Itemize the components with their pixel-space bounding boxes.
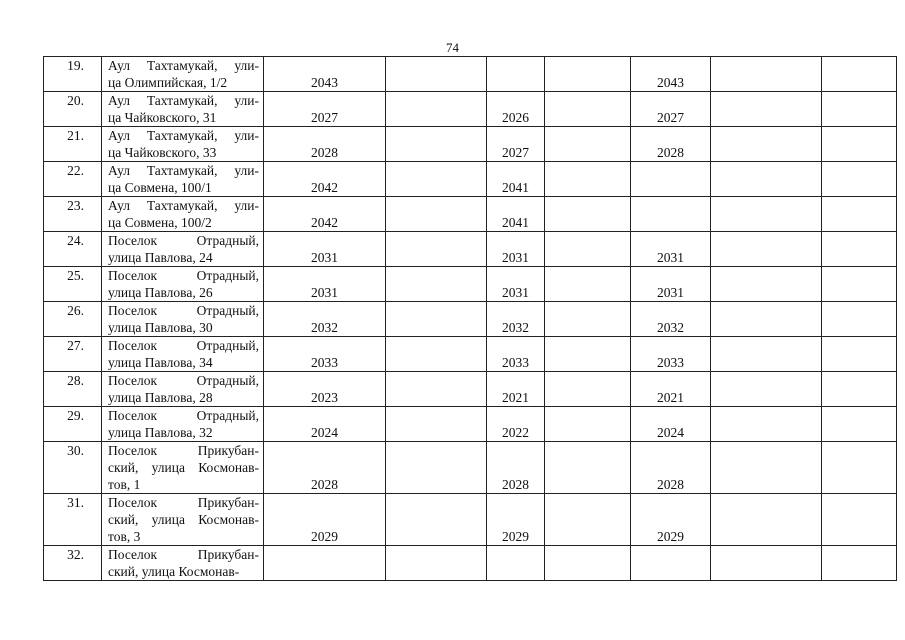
year-cell-c7: [822, 197, 897, 232]
address-cell: [102, 494, 264, 546]
row-number: 28.: [44, 372, 102, 407]
row-number: 19.: [44, 57, 102, 92]
year-cell-c2: [386, 92, 487, 127]
year-cell-c6: [711, 494, 822, 546]
address-line: ский, улица Космонав-: [108, 460, 259, 475]
year-cell-c3: 2027: [487, 127, 545, 162]
year-cell-c1: 2033: [264, 337, 386, 372]
address-cell: [102, 162, 264, 197]
year-cell-c7: [822, 127, 897, 162]
year-cell-c3: 2032: [487, 302, 545, 337]
row-number: 29.: [44, 407, 102, 442]
address-line: Аул Тахтамукай, ули-: [108, 58, 259, 73]
address-cell: [102, 302, 264, 337]
table-row: [44, 162, 897, 197]
address-cell: [102, 127, 264, 162]
table-body: [44, 57, 897, 581]
year-cell-c6: [711, 232, 822, 267]
year-cell-c3: 2031: [487, 232, 545, 267]
year-cell-c5: 2028: [631, 127, 711, 162]
address-cell: [102, 267, 264, 302]
address-line: улица Павлова, 30: [108, 320, 213, 335]
year-cell-c3: 2041: [487, 197, 545, 232]
address-line: улица Павлова, 24: [108, 250, 213, 265]
row-number: 26.: [44, 302, 102, 337]
year-cell-c4: [545, 267, 631, 302]
year-cell-c7: [822, 372, 897, 407]
year-cell-c2: [386, 197, 487, 232]
address-line: Поселок Отрадный,: [108, 408, 259, 423]
year-cell-c5: [631, 162, 711, 197]
year-cell-c2: [386, 337, 487, 372]
year-cell-c4: [545, 407, 631, 442]
address-line: Аул Тахтамукай, ули-: [108, 93, 259, 108]
address-line: Аул Тахтамукай, ули-: [108, 198, 259, 213]
address-line: улица Павлова, 34: [108, 355, 213, 370]
year-cell-c1: 2031: [264, 232, 386, 267]
year-cell-c3: 2022: [487, 407, 545, 442]
year-cell-c1: 2043: [264, 57, 386, 92]
year-cell-c6: [711, 372, 822, 407]
table-row: [44, 267, 897, 302]
row-number: 21.: [44, 127, 102, 162]
year-cell-c6: [711, 546, 822, 581]
year-cell-c7: [822, 92, 897, 127]
address-line: улица Павлова, 32: [108, 425, 213, 440]
address-line: Поселок Отрадный,: [108, 303, 259, 318]
address-cell: [102, 57, 264, 92]
address-line: Поселок Отрадный,: [108, 338, 259, 353]
address-line: Поселок Прикубан-: [108, 443, 259, 458]
year-cell-c4: [545, 232, 631, 267]
year-cell-c2: [386, 372, 487, 407]
table-row: [44, 546, 897, 581]
table-row: [44, 57, 897, 92]
year-cell-c4: [545, 442, 631, 494]
row-number: 20.: [44, 92, 102, 127]
year-cell-c6: [711, 127, 822, 162]
year-cell-c1: [264, 546, 386, 581]
year-cell-c4: [545, 92, 631, 127]
address-cell: [102, 546, 264, 581]
year-cell-c4: [545, 57, 631, 92]
year-cell-c1: 2031: [264, 267, 386, 302]
year-cell-c5: [631, 197, 711, 232]
address-line: Поселок Прикубан-: [108, 495, 259, 510]
address-line: тов, 3: [108, 529, 141, 544]
row-number: 31.: [44, 494, 102, 546]
year-cell-c1: 2032: [264, 302, 386, 337]
year-cell-c2: [386, 494, 487, 546]
year-cell-c5: 2033: [631, 337, 711, 372]
year-cell-c2: [386, 302, 487, 337]
year-cell-c7: [822, 546, 897, 581]
year-cell-c3: [487, 546, 545, 581]
year-cell-c2: [386, 162, 487, 197]
year-cell-c3: 2029: [487, 494, 545, 546]
row-number: 27.: [44, 337, 102, 372]
year-cell-c1: 2027: [264, 92, 386, 127]
year-cell-c1: 2029: [264, 494, 386, 546]
year-cell-c1: 2023: [264, 372, 386, 407]
row-number: 32.: [44, 546, 102, 581]
address-line: Поселок Отрадный,: [108, 373, 259, 388]
table-row: [44, 337, 897, 372]
row-number: 23.: [44, 197, 102, 232]
year-cell-c2: [386, 267, 487, 302]
address-cell: [102, 92, 264, 127]
table-row: [44, 302, 897, 337]
row-number: 22.: [44, 162, 102, 197]
year-cell-c4: [545, 546, 631, 581]
table-row: [44, 372, 897, 407]
year-cell-c2: [386, 232, 487, 267]
address-line: ца Чайковского, 33: [108, 145, 217, 160]
table-row: [44, 494, 897, 546]
year-cell-c6: [711, 162, 822, 197]
year-cell-c3: 2026: [487, 92, 545, 127]
year-cell-c7: [822, 302, 897, 337]
address-line: Аул Тахтамукай, ули-: [108, 163, 259, 178]
year-cell-c6: [711, 197, 822, 232]
year-cell-c1: 2042: [264, 197, 386, 232]
address-cell: [102, 337, 264, 372]
row-number: 24.: [44, 232, 102, 267]
year-cell-c4: [545, 302, 631, 337]
address-line: ца Совмена, 100/2: [108, 215, 212, 230]
row-number: 30.: [44, 442, 102, 494]
year-cell-c6: [711, 57, 822, 92]
year-cell-c4: [545, 162, 631, 197]
year-cell-c7: [822, 494, 897, 546]
year-cell-c1: 2042: [264, 162, 386, 197]
address-line: ца Чайковского, 31: [108, 110, 217, 125]
year-cell-c7: [822, 267, 897, 302]
year-cell-c5: 2027: [631, 92, 711, 127]
table-row: [44, 442, 897, 494]
table-row: [44, 197, 897, 232]
address-line: ский, улица Космонав-: [108, 512, 259, 527]
year-cell-c7: [822, 442, 897, 494]
year-cell-c4: [545, 494, 631, 546]
year-cell-c2: [386, 442, 487, 494]
row-number: 25.: [44, 267, 102, 302]
table-row: [44, 92, 897, 127]
address-line: улица Павлова, 28: [108, 390, 213, 405]
year-cell-c7: [822, 57, 897, 92]
address-line: Поселок Отрадный,: [108, 233, 259, 248]
year-cell-c4: [545, 337, 631, 372]
year-cell-c5: 2031: [631, 232, 711, 267]
year-cell-c1: 2024: [264, 407, 386, 442]
year-cell-c2: [386, 57, 487, 92]
year-cell-c5: 2031: [631, 267, 711, 302]
page-number: 74: [446, 40, 459, 55]
year-cell-c3: [487, 57, 545, 92]
year-cell-c7: [822, 232, 897, 267]
year-cell-c5: [631, 546, 711, 581]
year-cell-c3: 2028: [487, 442, 545, 494]
table-row: [44, 407, 897, 442]
year-cell-c3: 2033: [487, 337, 545, 372]
year-cell-c3: 2021: [487, 372, 545, 407]
year-cell-c2: [386, 407, 487, 442]
year-cell-c1: 2028: [264, 127, 386, 162]
year-cell-c5: 2032: [631, 302, 711, 337]
address-cell: [102, 197, 264, 232]
year-cell-c5: 2029: [631, 494, 711, 546]
address-line: ца Совмена, 100/1: [108, 180, 212, 195]
address-cell: [102, 442, 264, 494]
year-cell-c4: [545, 372, 631, 407]
schedule-table: [43, 56, 897, 581]
table-row: [44, 232, 897, 267]
address-line: Поселок Прикубан-: [108, 547, 259, 562]
year-cell-c2: [386, 127, 487, 162]
year-cell-c3: 2041: [487, 162, 545, 197]
year-cell-c6: [711, 442, 822, 494]
year-cell-c7: [822, 407, 897, 442]
address-line: ца Олимпийская, 1/2: [108, 75, 228, 90]
year-cell-c5: 2024: [631, 407, 711, 442]
address-line: тов, 1: [108, 477, 141, 492]
address-cell: [102, 232, 264, 267]
address-line: ский, улица Космонав-: [108, 564, 240, 579]
year-cell-c5: 2028: [631, 442, 711, 494]
year-cell-c6: [711, 92, 822, 127]
year-cell-c6: [711, 302, 822, 337]
year-cell-c6: [711, 267, 822, 302]
address-cell: [102, 407, 264, 442]
year-cell-c5: 2043: [631, 57, 711, 92]
year-cell-c5: 2021: [631, 372, 711, 407]
address-line: Аул Тахтамукай, ули-: [108, 128, 259, 143]
year-cell-c7: [822, 337, 897, 372]
address-cell: [102, 372, 264, 407]
address-line: улица Павлова, 26: [108, 285, 213, 300]
table-row: [44, 127, 897, 162]
year-cell-c3: 2031: [487, 267, 545, 302]
year-cell-c4: [545, 197, 631, 232]
year-cell-c1: 2028: [264, 442, 386, 494]
year-cell-c6: [711, 337, 822, 372]
year-cell-c4: [545, 127, 631, 162]
year-cell-c6: [711, 407, 822, 442]
year-cell-c2: [386, 546, 487, 581]
year-cell-c7: [822, 162, 897, 197]
address-line: Поселок Отрадный,: [108, 268, 259, 283]
